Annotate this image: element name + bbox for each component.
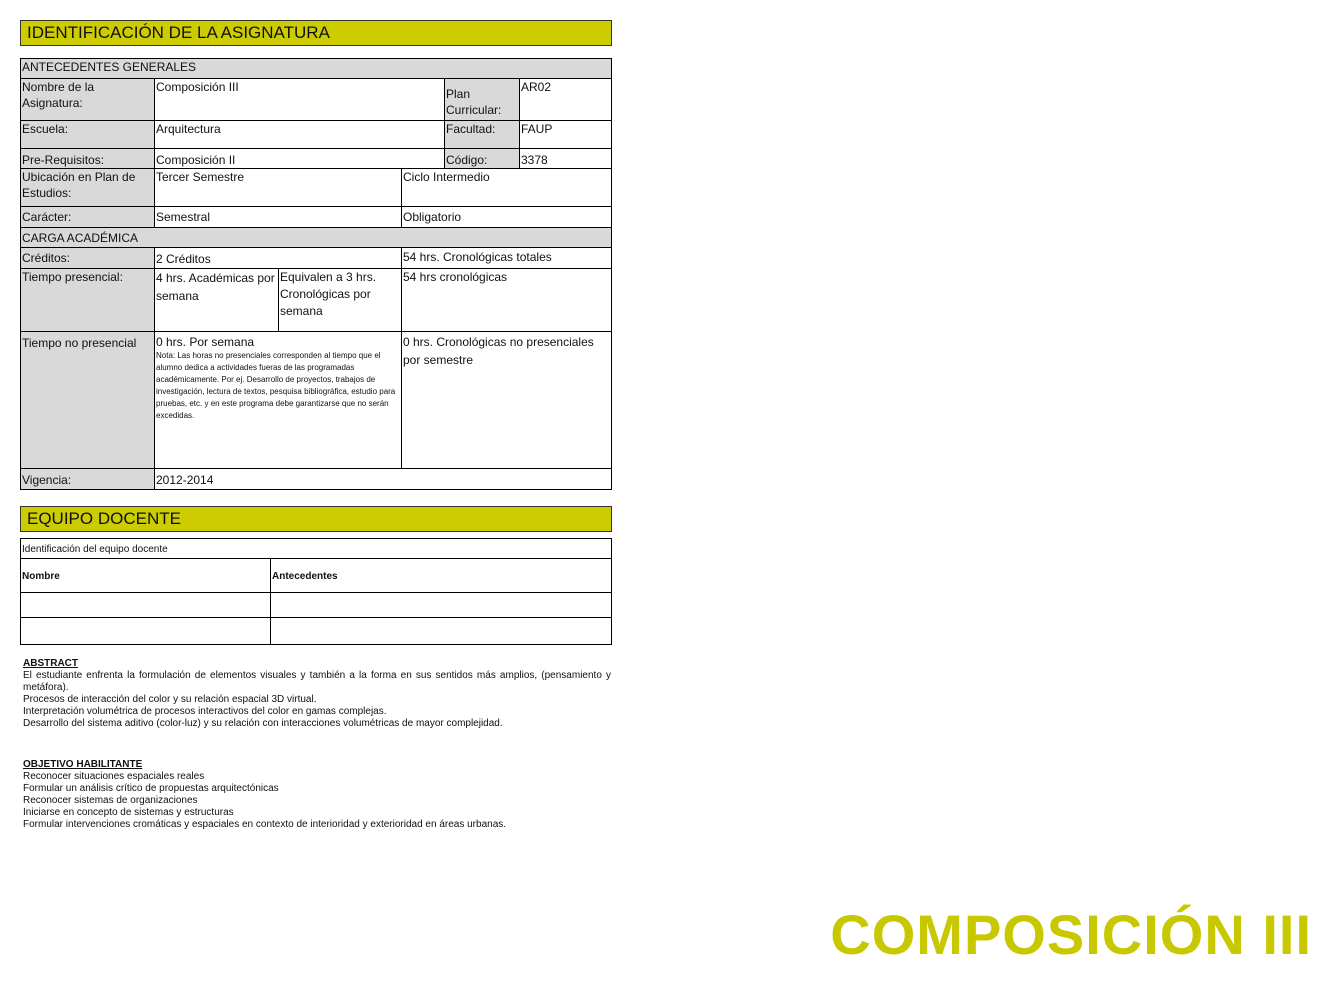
objetivo-section [23,759,611,831]
grid-line [20,227,612,228]
nopresencial-cell [154,331,401,468]
col-nombre: Nombre [22,571,60,582]
col-antecedentes: Antecedentes [272,571,338,582]
grid-line [154,247,155,490]
caracter-value: Semestral [156,210,211,224]
creditos-label: Créditos: [20,247,154,268]
grid-line [20,168,612,169]
nopresencial-note: Nota: Las horas no presenciales corresponden al tiempo que el alumno dedica a actividades fueras de las programadas académicamente. Por ej. Desarrollo de proyectos, trabajos de investigación, lectura de textos, pesquisa bibliográfica, estudio para pruebas, etc. y en este programa debe garantizarse que no serán excedidas. [156,351,396,420]
cronologicas-value: 54 hrs cronológicas [403,270,508,284]
antecedentes-table [20,58,612,490]
objetivo-line: Formular un análisis crítico de propuestas arquitectónicas [23,783,279,794]
grid-line [20,58,21,490]
plan-label: Plan Curricular: [444,78,519,120]
objetivo-line: Formular intervenciones cromáticas y espaciales en contexto de interioridad y exterioridad en áreas urbanas. [23,819,507,830]
grid-line [20,247,612,248]
caracter-label: Carácter: [20,206,154,227]
grid-line [20,58,612,59]
grid-line [20,644,612,645]
grid-line [519,78,520,168]
grid-line [20,268,612,269]
nopresencial-label: Tiempo no presencial [20,331,154,468]
grid-line [20,206,612,207]
grid-line [154,78,155,227]
section-title-identificacion: IDENTIFICACIÓN DE LA ASIGNATURA [20,20,612,46]
grid-line [20,617,612,618]
grid-line [611,58,612,490]
plan-value: AR02 [521,80,552,94]
equivalen-value: Equivalen a 3 hrs. Cronológicas por semana [280,270,377,318]
abstract-heading: ABSTRACT [23,658,78,669]
grid-line [20,558,612,559]
course-big-title: COMPOSICIÓN III [830,903,1312,966]
nombre-label: Nombre de la Asignatura: [20,78,154,120]
ubicacion-label: Ubicación en Plan de Estudios: [20,168,154,206]
creditos-value: 2 Créditos [156,252,211,266]
vigencia-label: Vigencia: [20,468,154,490]
prereq-value: Composición II [156,153,236,167]
grid-line [20,538,21,645]
grid-line [20,120,612,121]
totales-value: 54 hrs. Cronológicas totales [403,250,552,264]
grid-line [20,489,612,490]
nombre-value: Composición III [156,80,239,94]
ciclo-value: Ciclo Intermedio [403,170,490,184]
equipo-header: Identificación del equipo docente [22,544,168,555]
grid-line [20,538,612,539]
antecedentes-header: ANTECEDENTES GENERALES [20,58,612,78]
nopresencial-value: 0 hrs. Por semana [156,335,255,349]
grid-line [20,148,612,149]
codigo-value: 3378 [521,153,548,167]
abstract-line: Desarrollo del sistema aditivo (color-luz) y su relación con interacciones volumétricas de mayor complejidad. [23,718,503,729]
table-row [20,617,612,645]
abstract-line: Procesos de interacción del color y su relación espacial 3D virtual. [23,694,317,705]
table-row [20,592,612,617]
grid-line [611,538,612,645]
vigencia-value: 2012-2014 [156,473,214,487]
objetivo-line: Iniciarse en concepto de sistemas y estructuras [23,807,234,818]
grid-line [20,78,612,79]
grid-line [444,78,445,168]
grid-line [20,331,612,332]
grid-line [401,247,402,468]
codigo-label: Código: [444,148,519,168]
ubicacion-value: Tercer Semestre [156,170,245,184]
escuela-label: Escuela: [20,120,154,148]
presencial-value: 4 hrs. Académicas por semana [156,271,275,303]
grid-line [278,268,279,331]
objetivo-heading: OBJETIVO HABILITANTE [23,759,143,770]
facultad-value: FAUP [521,122,553,136]
obligatorio-value: Obligatorio [403,210,462,224]
facultad-label: Facultad: [444,120,519,148]
abstract-line: El estudiante enfrenta la formulación de elementos visuales y también a la forma en sus sentidos más amplios, (pensamiento y metáfora). [23,670,611,693]
abstract-line: Interpretación volumétrica de procesos interactivos del color en gamas complejas. [23,706,387,717]
objetivo-line: Reconocer situaciones espaciales reales [23,771,205,782]
nopresencial-total: 0 hrs. Cronológicas no presenciales por semestre [403,335,594,367]
grid-line [401,168,402,227]
equipo-table [20,538,612,645]
objetivo-line: Reconocer sistemas de organizaciones [23,795,198,806]
prereq-label: Pre-Requisitos: [20,148,154,168]
grid-line [270,558,271,645]
grid-line [20,592,612,593]
escuela-value: Arquitectura [156,122,221,136]
presencial-label: Tiempo presencial: [20,268,154,331]
grid-line [20,468,612,469]
abstract-section [23,658,611,730]
carga-header: CARGA ACADÉMICA [20,227,612,247]
section-title-equipo-docente: EQUIPO DOCENTE [20,506,612,532]
